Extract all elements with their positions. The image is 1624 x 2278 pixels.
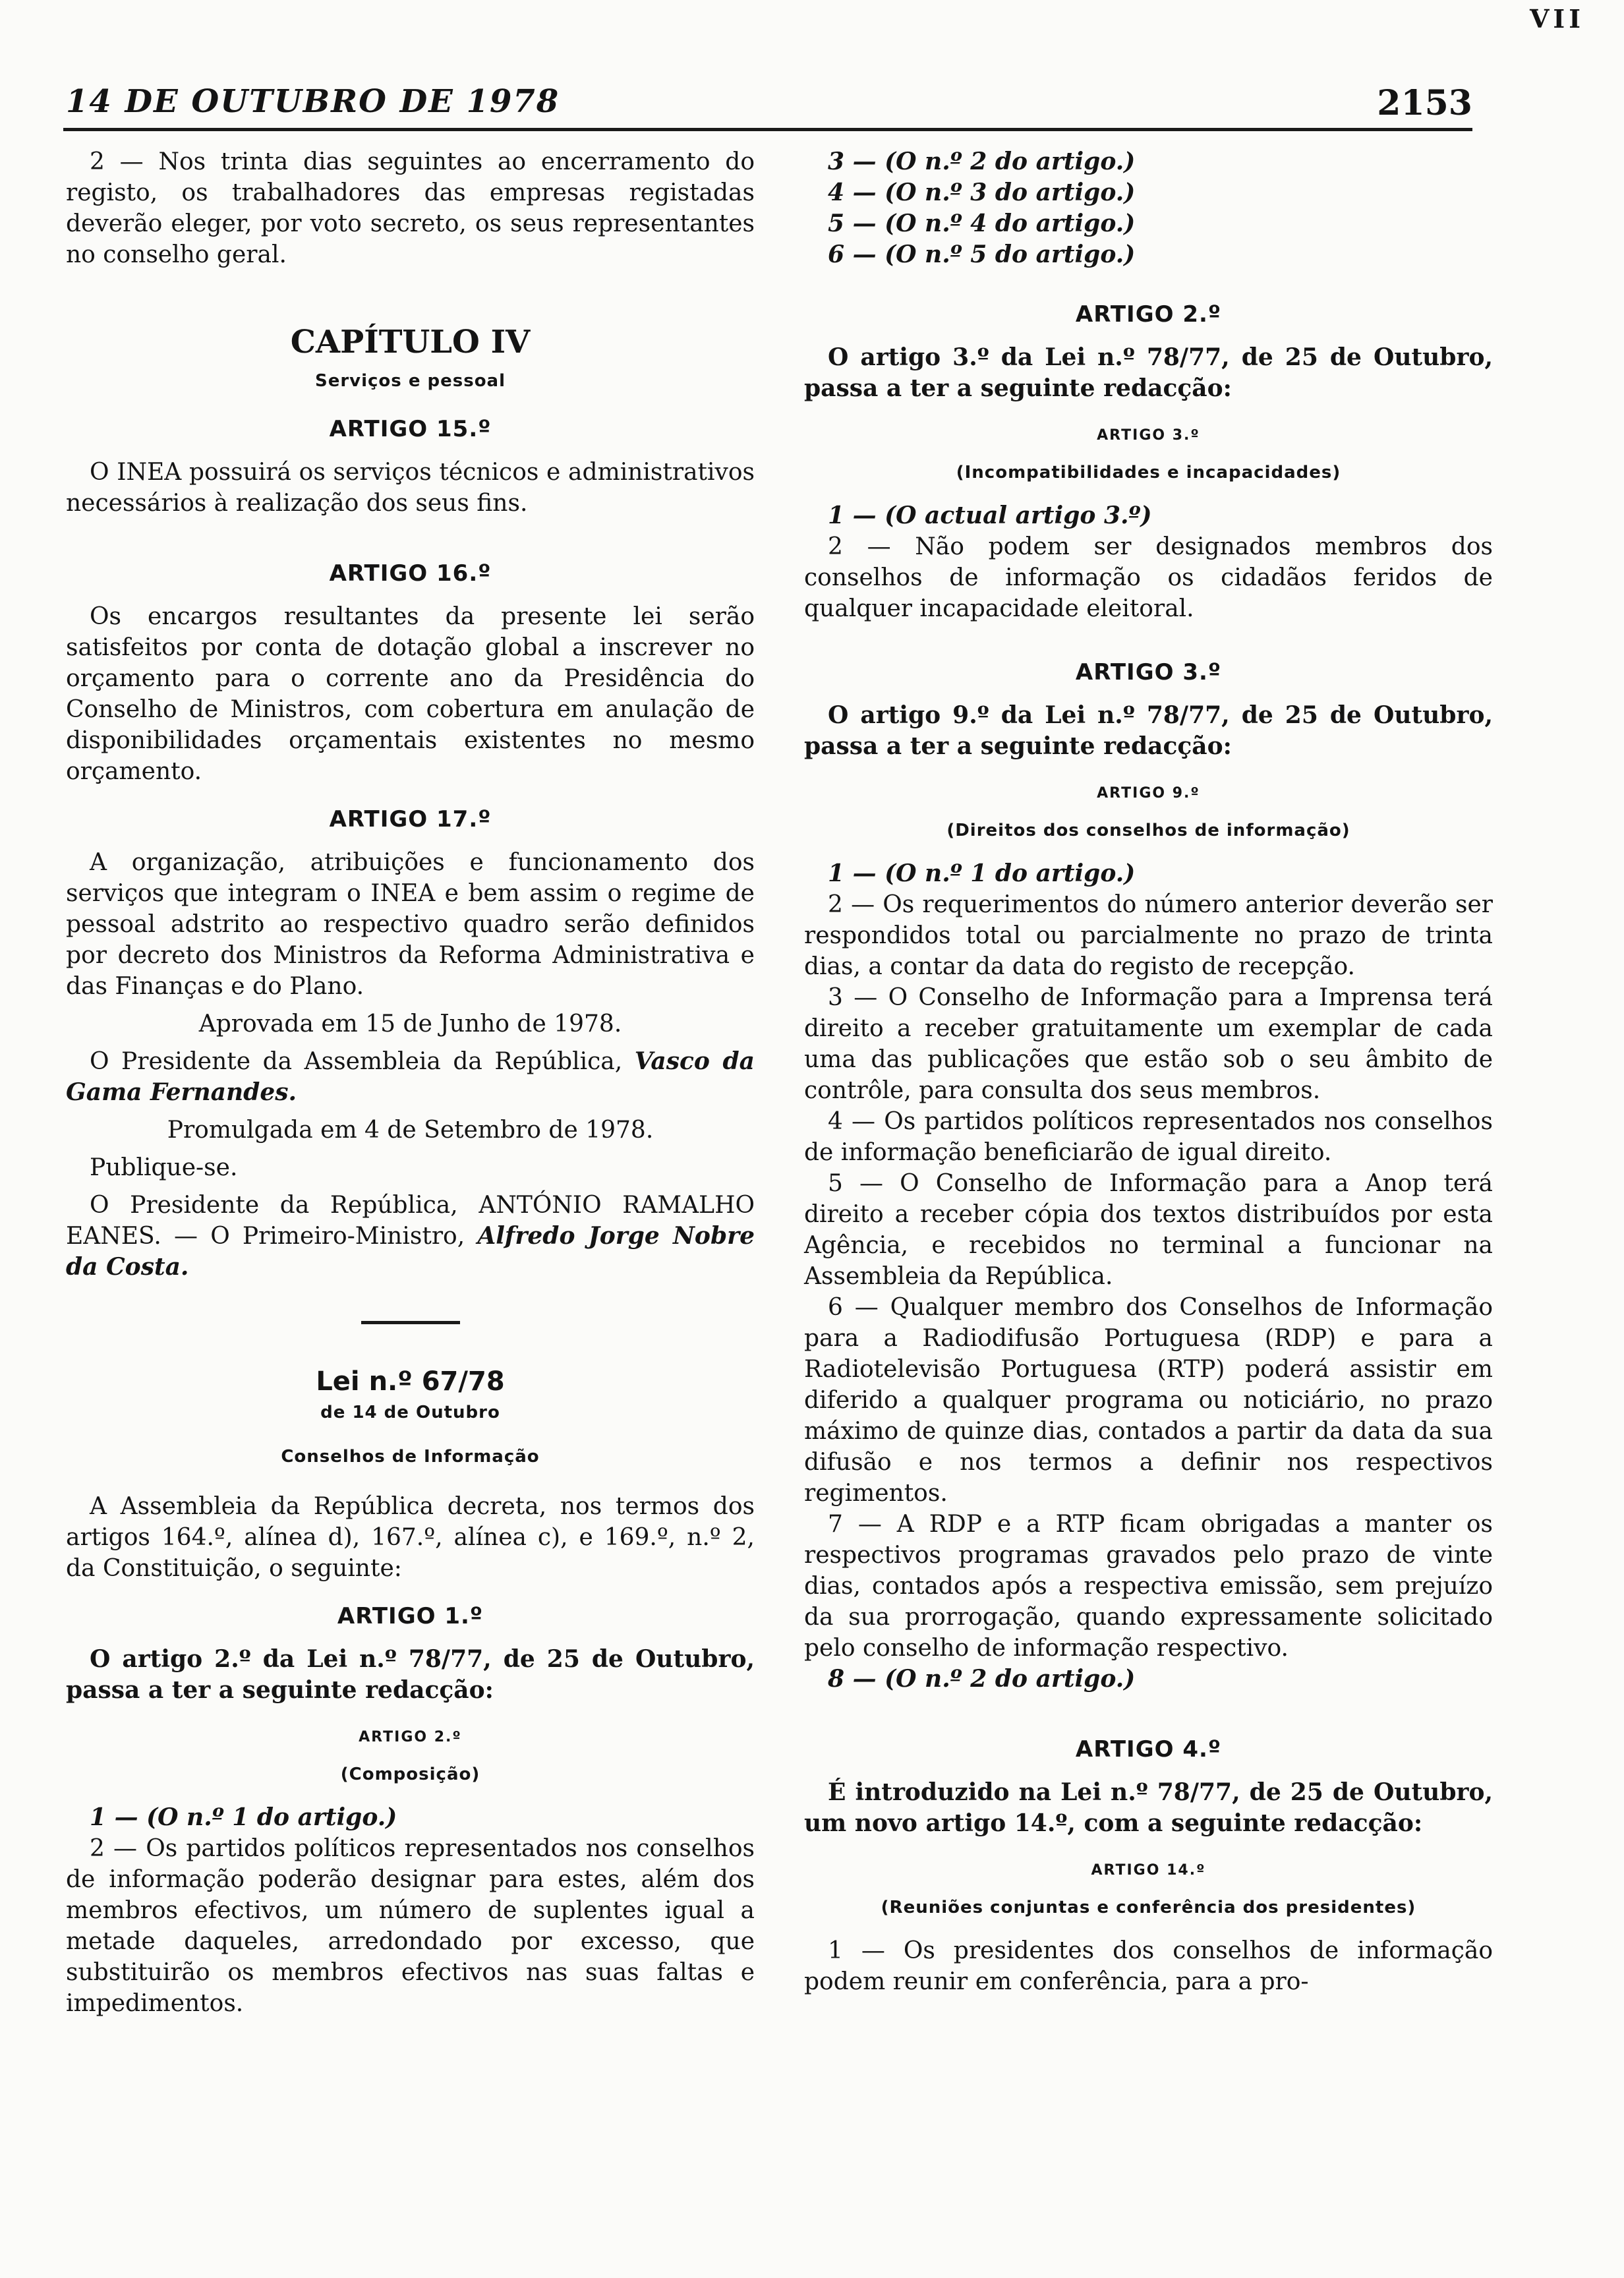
inner-article-heading: ARTIGO 2.º (359, 1729, 462, 1745)
paragraph: 2 — Não podem ser designados membros dos conselhos de informação os cidadãos feridos de qualquer incapacidade eleitoral. (804, 533, 1493, 622)
paragraph: 4 — Os partidos políticos representados nos conselhos de informação beneficiarão de igual direito. (804, 1108, 1493, 1166)
left-column (66, 146, 755, 2019)
paragraph: 1 — (O actual artigo 3.º) (828, 502, 1152, 529)
article-heading: ARTIGO 4.º (1075, 1736, 1222, 1763)
article-heading: ARTIGO 3.º (1075, 659, 1222, 686)
article-heading: ARTIGO 16.º (329, 560, 492, 587)
paragraph: 2 — Os requerimentos do número anterior deverão ser respondidos total ou parcialmente no prazo de trinta dias, a contar da data do registo de recepção. (804, 891, 1493, 980)
paragraph: O artigo 3.º da Lei n.º 78/77, de 25 de Outubro, passa a ter a seguinte redacção: (804, 343, 1493, 402)
signature-name: ANTÓNIO RAMALHO EANES. (66, 1192, 755, 1250)
article-heading: ARTIGO 15.º (329, 416, 492, 442)
paragraph: A Assembleia da República decreta, nos termos dos artigos 164.º, alínea d), 167.º, alínea c), e 169.º, n.º 2, da Constituição, o seguinte: (66, 1493, 755, 1582)
page-number: 2153 (1377, 83, 1472, 123)
paragraph: Os encargos resultantes da presente lei serão satisfeitos por conta de dotação global a inscrever no orçamento para o corrente ano da Presidência do Conselho de Ministros, com cobertura em anulação de disponibilidades orçamentais existentes no mesmo orçamento. (66, 603, 755, 785)
paragraph: 3 — O Conselho de Informação para a Imprensa terá direito a receber gratuitamente um exemplar de cada uma das publicações que estão sob o seu âmbito de contrôle, para consulta dos seus membros. (804, 984, 1493, 1104)
paragraph: É introduzido na Lei n.º 78/77, de 25 de Outubro, um novo artigo 14.º, com a seguinte redacção: (804, 1778, 1493, 1837)
inner-article-subtitle: (Incompatibilidades e incapacidades) (956, 463, 1341, 482)
inner-article-subtitle: (Reuniões conjuntas e conferência dos presidentes) (881, 1898, 1416, 1917)
paragraph: 3 — (O n.º 2 do artigo.) (828, 148, 1136, 175)
paragraph: 7 — A RDP e a RTP ficam obrigadas a manter os respectivos programas gravados pelo prazo de vinte dias, contados após a respectiva emissão, sem prejuízo da sua prorrogação, quando expressamente solicitado pelo conselho de informação respectivo. (804, 1511, 1493, 1662)
page-roman-numeral: VII (1529, 4, 1584, 34)
paragraph: A organização, atribuições e funcionamento dos serviços que integram o INEA e bem assim o regime de pessoal adstrito ao respectivo quadro serão definidos por decreto dos Ministros da Reforma Administrativa e das Finanças e do Plano. (66, 849, 755, 1000)
signature-role: — O Primeiro-Ministro, (174, 1223, 465, 1250)
paragraph: 1 — Os presidentes dos conselhos de informação podem reunir em conferência, para a pro- (804, 1937, 1493, 1995)
paragraph: 1 — (O n.º 1 do artigo.) (828, 860, 1136, 887)
paragraph: 2 — Os partidos políticos representados nos conselhos de informação poderão designar para estes, além dos membros efectivos, um número de suplentes igual a metade daqueles, arredondado por excesso, que substituirão os membros efectivos nas suas faltas e impedimentos. (66, 1835, 755, 2017)
paragraph: 5 — O Conselho de Informação para a Anop terá direito a receber cópia dos textos distribuídos por esta Agência, e recebidos no terminal a funcionar na Assembleia da República. (804, 1170, 1493, 1290)
inner-article-subtitle: (Direitos dos conselhos de informação) (946, 821, 1350, 840)
paragraph: O artigo 2.º da Lei n.º 78/77, de 25 de Outubro, passa a ter a seguinte redacção: (66, 1645, 755, 1704)
signature-assembly (66, 1046, 755, 1108)
publish-line: Publique-se. (90, 1154, 238, 1181)
article-heading: ARTIGO 17.º (329, 806, 492, 832)
paragraph: 6 — Qualquer membro dos Conselhos de Informação para a Radiodifusão Portuguesa (RDP) e para a Radiotelevisão Portuguesa (RTP) poderá assistir em diferido a qualquer programa ou noticiário, no prazo máximo de quinze dias, contados a partir da data da sua difusão e nos termos a definir nos respectivos regimentos. (804, 1294, 1493, 1507)
inner-article-heading: ARTIGO 3.º (1097, 427, 1200, 444)
promulgation-line: Promulgada em 4 de Setembro de 1978. (167, 1117, 654, 1144)
signature-name: Alfredo Jorge Nobre da Costa. (66, 1222, 755, 1281)
chapter-title: CAPÍTULO IV (290, 324, 531, 361)
law-title: Lei n.º 67/78 (316, 1366, 505, 1397)
header-date: 14 DE OUTUBRO DE 1978 (66, 83, 560, 120)
paragraph: 6 — (O n.º 5 do artigo.) (828, 241, 1136, 268)
right-column (804, 146, 1493, 1997)
inner-article-subtitle: (Composição) (340, 1765, 480, 1784)
inner-article-heading: ARTIGO 9.º (1097, 785, 1200, 802)
signature-role: O Presidente da Assembleia da República, (90, 1048, 623, 1075)
article-heading: ARTIGO 1.º (337, 1603, 484, 1629)
inner-article-heading: ARTIGO 14.º (1091, 1862, 1206, 1879)
law-subject: Conselhos de Informação (281, 1447, 540, 1467)
signature-name: Vasco da Gama Fernandes. (66, 1047, 755, 1106)
paragraph: 8 — (O n.º 2 do artigo.) (828, 1665, 1136, 1693)
law-date: de 14 de Outubro (320, 1403, 500, 1422)
article-heading: ARTIGO 2.º (1075, 301, 1222, 328)
paragraph: 1 — (O n.º 1 do artigo.) (90, 1803, 397, 1831)
paragraph: O artigo 9.º da Lei n.º 78/77, de 25 de Outubro, passa a ter a seguinte redacção: (804, 701, 1493, 760)
signature-republic (66, 1190, 755, 1283)
paragraph: 4 — (O n.º 3 do artigo.) (828, 179, 1136, 206)
header-rule (63, 128, 1472, 131)
chapter-subtitle: Serviços e pessoal (314, 371, 506, 391)
signature-role: O Presidente da República, (90, 1192, 458, 1219)
paragraph: 2 — Nos trinta dias seguintes ao encerramento do registo, os trabalhadores das empresas registadas deverão eleger, por voto secreto, os seus representantes no conselho geral. (66, 148, 755, 268)
paragraph: O INEA possuirá os serviços técnicos e administrativos necessários à realização dos seus fins. (66, 459, 755, 517)
approval-line: Aprovada em 15 de Junho de 1978. (198, 1010, 622, 1037)
paragraph: 5 — (O n.º 4 do artigo.) (828, 210, 1136, 237)
